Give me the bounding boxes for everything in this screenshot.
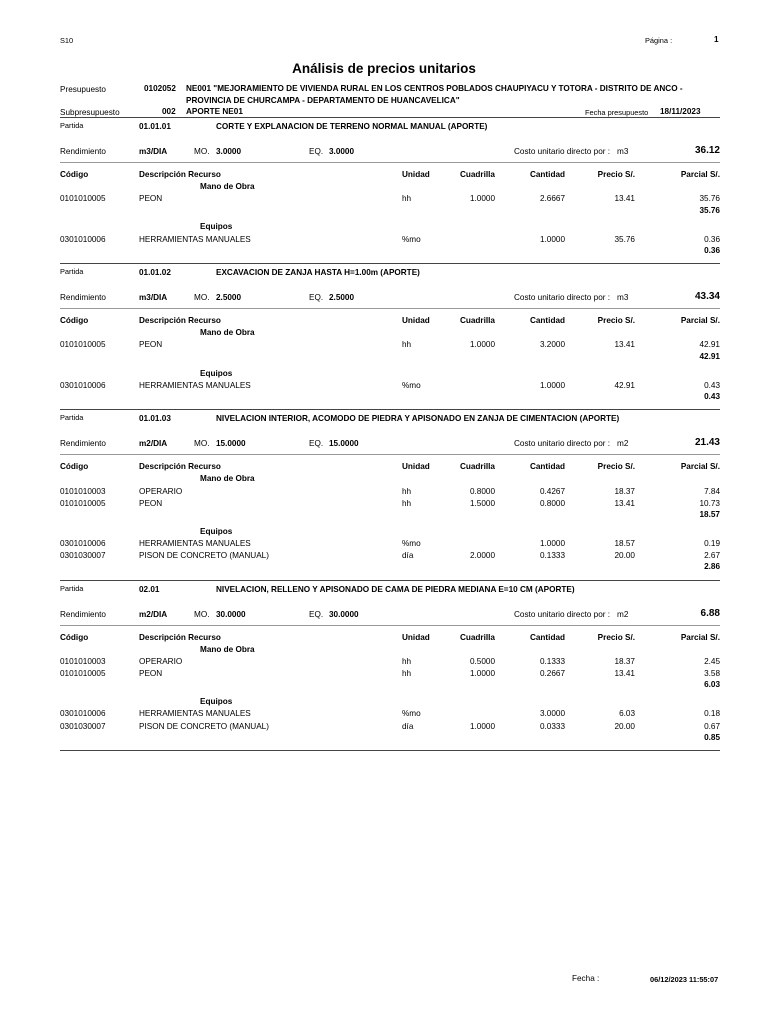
mo-value: 30.0000 bbox=[216, 609, 246, 619]
costo-label: Costo unitario directo por : bbox=[514, 147, 611, 156]
item-description: HERRAMIENTAS MANUALES bbox=[139, 234, 251, 244]
row-divider bbox=[60, 625, 720, 626]
presupuesto-label: Presupuesto bbox=[60, 85, 106, 94]
item-cantidad: 0.1333 bbox=[539, 656, 565, 666]
item-unit: hh bbox=[402, 498, 412, 508]
item-code: 0301010006 bbox=[60, 380, 106, 390]
subpresupuesto-code: 002 bbox=[162, 107, 176, 116]
rendimiento-label: Rendimiento bbox=[60, 147, 106, 156]
row-divider bbox=[60, 162, 720, 163]
col-header-cantidad: Cantidad bbox=[529, 316, 565, 326]
group-title: Equipos bbox=[200, 526, 233, 536]
item-parcial: 42.91 bbox=[699, 340, 720, 350]
item-description: HERRAMIENTAS MANUALES bbox=[139, 380, 251, 390]
item-unit: %mo bbox=[402, 538, 421, 548]
col-header-descripcion: Descripción Recurso bbox=[139, 462, 221, 472]
item-unit: %mo bbox=[402, 709, 421, 719]
costo-unit: m3 bbox=[617, 293, 629, 303]
item-code: 0301010006 bbox=[60, 709, 106, 719]
row-divider bbox=[60, 454, 720, 455]
item-unit: %mo bbox=[402, 380, 421, 390]
item-precio: 35.76 bbox=[614, 234, 635, 244]
footer-fecha-label: Fecha : bbox=[572, 974, 600, 983]
system-label: S10 bbox=[60, 36, 74, 45]
item-parcial: 0.43 bbox=[704, 380, 720, 390]
subpresupuesto-name: APORTE NE01 bbox=[186, 107, 243, 116]
item-unit: hh bbox=[402, 486, 412, 496]
item-description: HERRAMIENTAS MANUALES bbox=[139, 538, 251, 548]
item-code: 0101010005 bbox=[60, 340, 106, 350]
group-title: Mano de Obra bbox=[200, 182, 255, 192]
item-description: PEON bbox=[139, 498, 163, 508]
col-header-unidad: Unidad bbox=[402, 462, 430, 472]
eq-label: EQ. bbox=[309, 293, 324, 303]
fecha-presupuesto-label: Fecha presupuesto bbox=[585, 108, 649, 117]
item-parcial: 10.73 bbox=[699, 498, 720, 508]
mo-label: MO. bbox=[194, 609, 210, 619]
item-cantidad: 0.1333 bbox=[539, 551, 565, 561]
group-total: 0.36 bbox=[704, 245, 720, 255]
costo-unit: m2 bbox=[617, 609, 629, 619]
group-title: Mano de Obra bbox=[200, 328, 255, 338]
mo-label: MO. bbox=[194, 293, 210, 303]
section-divider bbox=[60, 117, 720, 118]
col-header-cantidad: Cantidad bbox=[529, 462, 565, 472]
item-cantidad: 1.0000 bbox=[539, 538, 565, 548]
fecha-presupuesto-value: 18/11/2023 bbox=[660, 107, 701, 116]
item-cantidad: 1.0000 bbox=[539, 234, 565, 244]
group-total: 0.43 bbox=[704, 391, 720, 401]
item-precio: 13.41 bbox=[614, 498, 635, 508]
item-code: 0101010005 bbox=[60, 194, 106, 204]
item-parcial: 7.84 bbox=[704, 486, 720, 496]
item-precio: 18.57 bbox=[614, 538, 635, 548]
group-title: Mano de Obra bbox=[200, 474, 255, 484]
item-description: PEON bbox=[139, 669, 163, 679]
col-header-codigo: Código bbox=[60, 632, 89, 642]
page-number: 1 bbox=[714, 35, 719, 44]
col-header-descripcion: Descripción Recurso bbox=[139, 632, 221, 642]
item-code: 0301030007 bbox=[60, 721, 106, 731]
item-unit: hh bbox=[402, 669, 412, 679]
item-description: HERRAMIENTAS MANUALES bbox=[139, 709, 251, 719]
group-total: 2.86 bbox=[704, 562, 720, 572]
col-header-descripcion: Descripción Recurso bbox=[139, 170, 221, 179]
col-header-cuadrilla: Cuadrilla bbox=[459, 170, 495, 179]
item-cantidad: 0.2667 bbox=[539, 669, 565, 679]
item-cuadrilla: 1.0000 bbox=[469, 194, 495, 204]
eq-label: EQ. bbox=[309, 609, 324, 619]
item-code: 0101010005 bbox=[60, 498, 106, 508]
section-divider bbox=[60, 750, 720, 751]
mo-value: 2.5000 bbox=[216, 293, 242, 303]
item-precio: 13.41 bbox=[614, 340, 635, 350]
col-header-precio: Precio S/. bbox=[597, 170, 635, 179]
item-cuadrilla: 0.8000 bbox=[469, 486, 495, 496]
partida-label: Partida bbox=[60, 413, 84, 423]
item-description: OPERARIO bbox=[139, 656, 183, 666]
partida-label: Partida bbox=[60, 583, 84, 593]
footer-fecha-value: 06/12/2023 11:55:07 bbox=[650, 975, 719, 984]
item-unit: hh bbox=[402, 194, 412, 204]
page-label: Página : bbox=[645, 36, 673, 45]
item-parcial: 0.36 bbox=[704, 234, 720, 244]
item-description: PISON DE CONCRETO (MANUAL) bbox=[139, 721, 269, 731]
partida-label: Partida bbox=[60, 121, 84, 130]
col-header-codigo: Código bbox=[60, 170, 89, 179]
costo-unit: m3 bbox=[617, 147, 629, 156]
rendimiento-unit: m2/DIA bbox=[139, 439, 168, 449]
col-header-cantidad: Cantidad bbox=[529, 632, 565, 642]
col-header-precio: Precio S/. bbox=[597, 632, 635, 642]
col-header-codigo: Código bbox=[60, 462, 89, 472]
col-header-unidad: Unidad bbox=[402, 632, 430, 642]
item-code: 0301010006 bbox=[60, 538, 106, 548]
item-unit: día bbox=[402, 551, 414, 561]
partida-code: 01.01.03 bbox=[139, 414, 171, 424]
partida-name: CORTE Y EXPLANACION DE TERRENO NORMAL MANUAL (APORTE) bbox=[216, 122, 488, 131]
costo-label: Costo unitario directo por : bbox=[514, 439, 611, 449]
group-title: Equipos bbox=[200, 222, 233, 232]
item-parcial: 2.67 bbox=[704, 551, 720, 561]
col-header-parcial: Parcial S/. bbox=[680, 170, 720, 179]
costo-label: Costo unitario directo por : bbox=[514, 293, 611, 303]
item-precio: 13.41 bbox=[614, 669, 635, 679]
item-description: PEON bbox=[139, 340, 163, 350]
item-code: 0101010003 bbox=[60, 656, 106, 666]
item-parcial: 0.67 bbox=[704, 721, 720, 731]
item-cuadrilla: 1.0000 bbox=[469, 669, 495, 679]
eq-value: 30.0000 bbox=[329, 609, 359, 619]
subpresupuesto-label: Subpresupuesto bbox=[60, 108, 120, 117]
mo-label: MO. bbox=[194, 147, 210, 156]
item-cantidad: 3.2000 bbox=[539, 340, 565, 350]
eq-label: EQ. bbox=[309, 147, 324, 156]
partida-name: NIVELACION INTERIOR, ACOMODO DE PIEDRA Y APISONADO EN ZANJA DE CIMENTACION (APORTE) bbox=[216, 414, 620, 424]
mo-value: 15.0000 bbox=[216, 439, 246, 449]
col-header-parcial: Parcial S/. bbox=[680, 462, 720, 472]
item-code: 0301030007 bbox=[60, 551, 106, 561]
col-header-precio: Precio S/. bbox=[597, 462, 635, 472]
item-cantidad: 3.0000 bbox=[539, 709, 565, 719]
group-total: 35.76 bbox=[699, 205, 720, 215]
costo-value: 6.88 bbox=[700, 607, 720, 619]
col-header-cantidad: Cantidad bbox=[529, 170, 565, 179]
item-cantidad: 2.6667 bbox=[539, 194, 565, 204]
section-divider bbox=[60, 263, 720, 264]
costo-value: 36.12 bbox=[694, 145, 720, 156]
col-header-parcial: Parcial S/. bbox=[680, 632, 720, 642]
item-parcial: 0.19 bbox=[704, 538, 720, 548]
partida-label: Partida bbox=[60, 267, 84, 277]
group-total: 6.03 bbox=[704, 680, 720, 690]
mo-value: 3.0000 bbox=[216, 147, 242, 156]
item-cuadrilla: 0.5000 bbox=[469, 656, 495, 666]
group-total: 18.57 bbox=[699, 509, 720, 519]
group-total: 42.91 bbox=[699, 351, 720, 361]
eq-value: 2.5000 bbox=[329, 293, 355, 303]
item-cantidad: 0.0333 bbox=[539, 721, 565, 731]
page-title: Análisis de precios unitarios bbox=[292, 61, 476, 76]
item-precio: 13.41 bbox=[614, 194, 635, 204]
eq-label: EQ. bbox=[309, 439, 324, 449]
presupuesto-name-line2: PROVINCIA DE CHURCAMPA - DEPARTAMENTO DE HUANCAVELICA" bbox=[186, 96, 460, 105]
item-unit: hh bbox=[402, 656, 412, 666]
eq-value: 3.0000 bbox=[329, 147, 355, 156]
presupuesto-name-line1: NE001 "MEJORAMIENTO DE VIVIENDA RURAL EN LOS CENTROS POBLADOS CHAUPIYACU Y TOTORA - DISTRITO DE ANCO - bbox=[186, 84, 683, 93]
costo-value: 21.43 bbox=[694, 437, 720, 449]
item-precio: 6.03 bbox=[619, 709, 635, 719]
costo-value: 43.34 bbox=[694, 291, 720, 303]
col-header-unidad: Unidad bbox=[402, 170, 430, 179]
partida-name: EXCAVACION DE ZANJA HASTA H=1.00m (APORTE) bbox=[216, 268, 420, 278]
group-total: 0.85 bbox=[704, 732, 720, 742]
item-precio: 20.00 bbox=[614, 551, 635, 561]
section-divider bbox=[60, 580, 720, 581]
rendimiento-unit: m3/DIA bbox=[139, 147, 168, 156]
item-code: 0301010006 bbox=[60, 234, 106, 244]
item-cuadrilla: 2.0000 bbox=[469, 551, 495, 561]
mo-label: MO. bbox=[194, 439, 210, 449]
costo-unit: m2 bbox=[617, 439, 629, 449]
col-header-codigo: Código bbox=[60, 316, 89, 326]
item-cuadrilla: 1.0000 bbox=[469, 340, 495, 350]
group-title: Equipos bbox=[200, 697, 233, 707]
col-header-parcial: Parcial S/. bbox=[680, 316, 720, 326]
col-header-precio: Precio S/. bbox=[597, 316, 635, 326]
item-parcial: 0.18 bbox=[704, 709, 720, 719]
item-unit: día bbox=[402, 721, 414, 731]
partida-code: 01.01.01 bbox=[139, 122, 171, 131]
item-parcial: 3.58 bbox=[704, 669, 720, 679]
item-description: PISON DE CONCRETO (MANUAL) bbox=[139, 551, 269, 561]
group-title: Mano de Obra bbox=[200, 644, 255, 654]
rendimiento-label: Rendimiento bbox=[60, 439, 106, 449]
item-precio: 18.37 bbox=[614, 656, 635, 666]
costo-label: Costo unitario directo por : bbox=[514, 609, 611, 619]
item-cantidad: 1.0000 bbox=[539, 380, 565, 390]
item-code: 0101010003 bbox=[60, 486, 106, 496]
group-title: Equipos bbox=[200, 368, 233, 378]
item-precio: 20.00 bbox=[614, 721, 635, 731]
item-description: OPERARIO bbox=[139, 486, 183, 496]
rendimiento-unit: m3/DIA bbox=[139, 293, 168, 303]
item-parcial: 2.45 bbox=[704, 656, 720, 666]
eq-value: 15.0000 bbox=[329, 439, 359, 449]
col-header-descripcion: Descripción Recurso bbox=[139, 316, 221, 326]
item-parcial: 35.76 bbox=[699, 194, 720, 204]
col-header-cuadrilla: Cuadrilla bbox=[459, 462, 495, 472]
item-cuadrilla: 1.5000 bbox=[469, 498, 495, 508]
item-unit: hh bbox=[402, 340, 412, 350]
partida-code: 01.01.02 bbox=[139, 268, 171, 278]
row-divider bbox=[60, 308, 720, 309]
partida-name: NIVELACION, RELLENO Y APISONADO DE CAMA DE PIEDRA MEDIANA E=10 CM (APORTE) bbox=[216, 584, 575, 594]
col-header-cuadrilla: Cuadrilla bbox=[459, 632, 495, 642]
item-precio: 18.37 bbox=[614, 486, 635, 496]
rendimiento-label: Rendimiento bbox=[60, 609, 106, 619]
col-header-unidad: Unidad bbox=[402, 316, 430, 326]
col-header-cuadrilla: Cuadrilla bbox=[459, 316, 495, 326]
item-unit: %mo bbox=[402, 234, 421, 244]
rendimiento-label: Rendimiento bbox=[60, 293, 106, 303]
partida-code: 02.01 bbox=[139, 584, 160, 594]
item-description: PEON bbox=[139, 194, 163, 204]
item-precio: 42.91 bbox=[614, 380, 635, 390]
rendimiento-unit: m2/DIA bbox=[139, 609, 168, 619]
item-cuadrilla: 1.0000 bbox=[469, 721, 495, 731]
item-code: 0101010005 bbox=[60, 669, 106, 679]
section-divider bbox=[60, 409, 720, 410]
presupuesto-code: 0102052 bbox=[144, 84, 176, 93]
item-cantidad: 0.4267 bbox=[539, 486, 565, 496]
item-cantidad: 0.8000 bbox=[539, 498, 565, 508]
